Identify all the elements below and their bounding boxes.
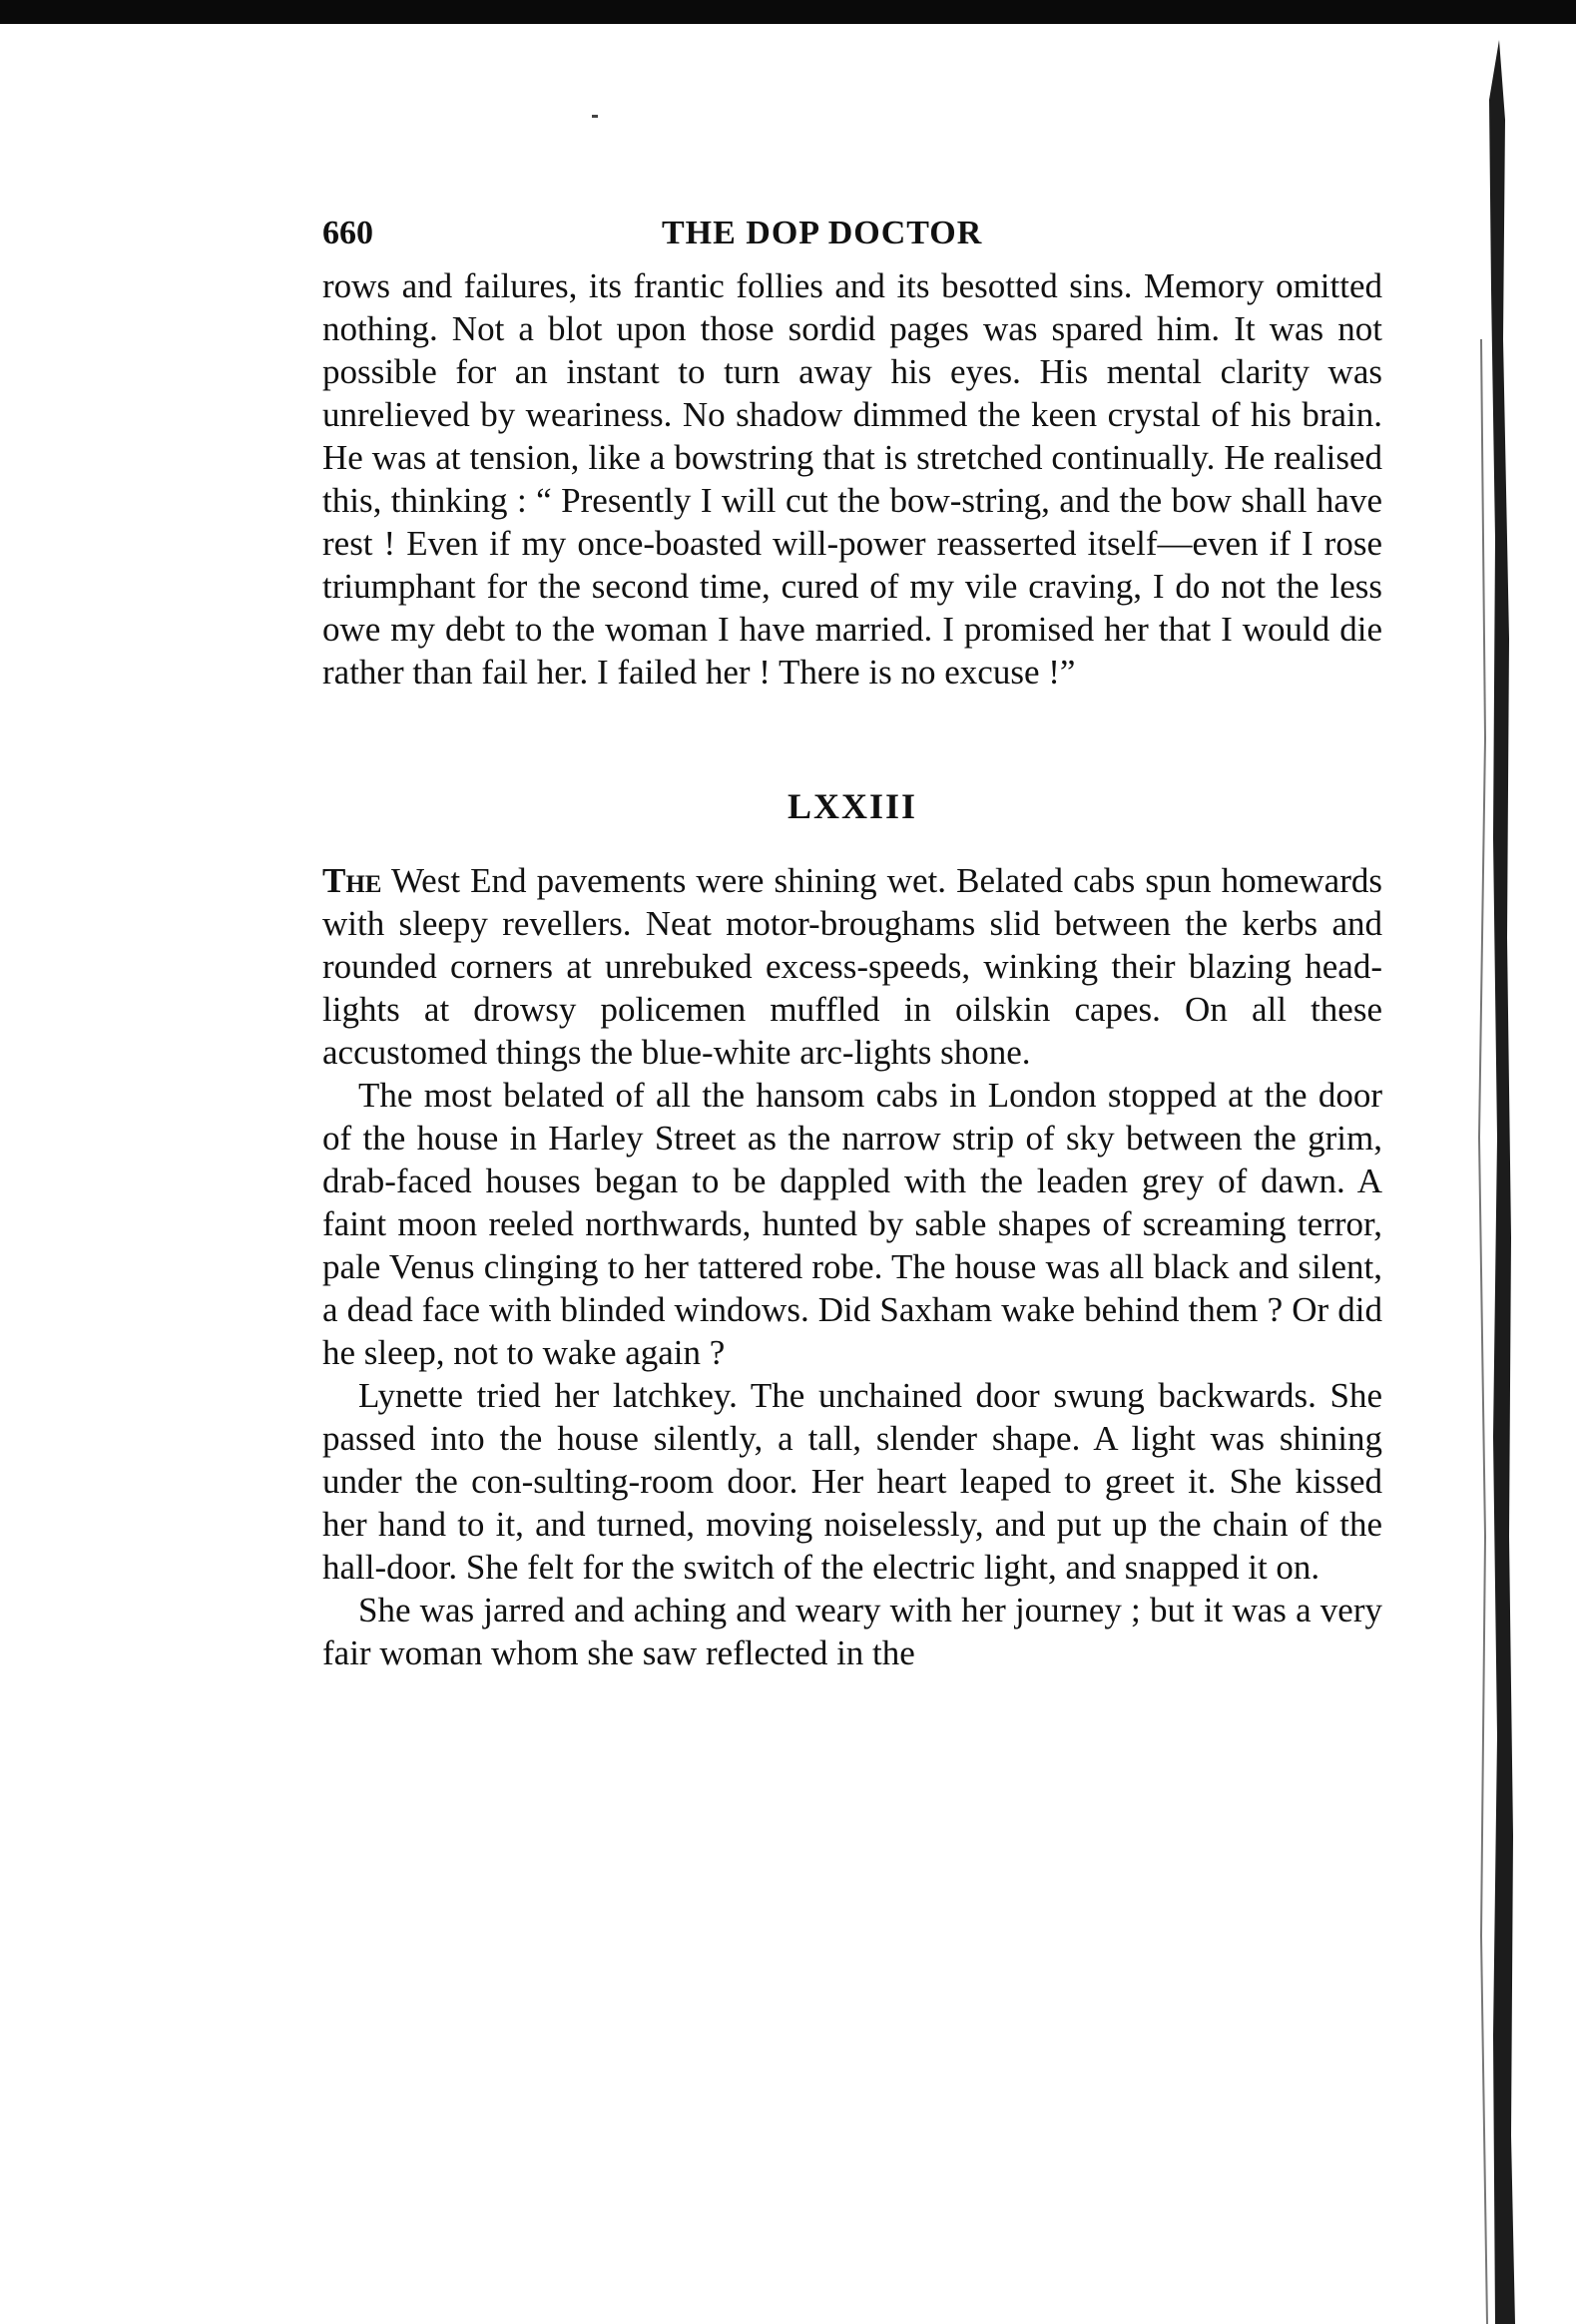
chapter-heading: LXXIII — [787, 786, 918, 826]
opening-word: The — [322, 861, 382, 900]
book-spine-edge — [1459, 40, 1515, 2324]
chapter-opening-paragraph — [322, 859, 1382, 1074]
paragraph: She was jarred and aching and weary with her journey ; but it was a very fair woman whom she saw reflected in the — [322, 1591, 1382, 1672]
opening-text: West End pavements were shining wet. Belated cabs spun homewards with sleepy revellers. Neat motor-broughams slid between the kerbs and rounded corners at unrebuked excess-speeds, winking their blazing head-lights at drowsy policemen muffled in oilskin capes. On all these accustomed things the blue-white arc-lights shone. — [322, 861, 1382, 1072]
paragraph: Lynette tried her latchkey. The unchained door swung backwards. She passed into the house silently, a tall, slender shape. A light was shining under the con-sulting-room door. Her heart leaped to greet it. She kissed her hand to it, and turned, moving noiselessly, and put up the chain of the hall-door. She felt for the switch of the electric light, and snapped it on. — [322, 1376, 1382, 1587]
book-page — [322, 215, 1382, 1674]
page-number: 660 — [322, 215, 373, 251]
scan-speck — [592, 115, 598, 118]
paragraph-continued: rows and failures, its frantic follies and its besotted sins. Memory omitted nothing. Not a blot upon those sordid pages was spared him. It was not possible for an instant to turn away his eyes. His mental clarity was unrelieved by weariness. No shadow dimmed the keen crystal of his brain. He was at tension, like a bowstring that is stretched continually. He realised this, thinking : “ Presently I will cut the bow-string, and the bow shall have rest ! Even if my once-boasted will-power reasserted itself—even if I rose triumphant for the second time, cured of my vile craving, I do not the less owe my debt to the woman I have married. I promised her that I would die rather than fail her. I failed her ! There is no excuse !” — [322, 266, 1382, 692]
paragraph: The most belated of all the hansom cabs in London stopped at the door of the house in Harley Street as the narrow strip of sky between the grim, drab-faced houses began to be dappled with the leaden grey of dawn. A faint moon reeled northwards, hunted by sable shapes of screaming terror, pale Venus clinging to her tattered robe. The house was all black and silent, a dead face with blinded windows. Did Saxham wake behind them ? Or did he sleep, not to wake again ? — [322, 1076, 1382, 1372]
scan-top-edge — [0, 0, 1576, 24]
running-title: THE DOP DOCTOR — [662, 215, 983, 251]
page-header — [322, 215, 1382, 264]
